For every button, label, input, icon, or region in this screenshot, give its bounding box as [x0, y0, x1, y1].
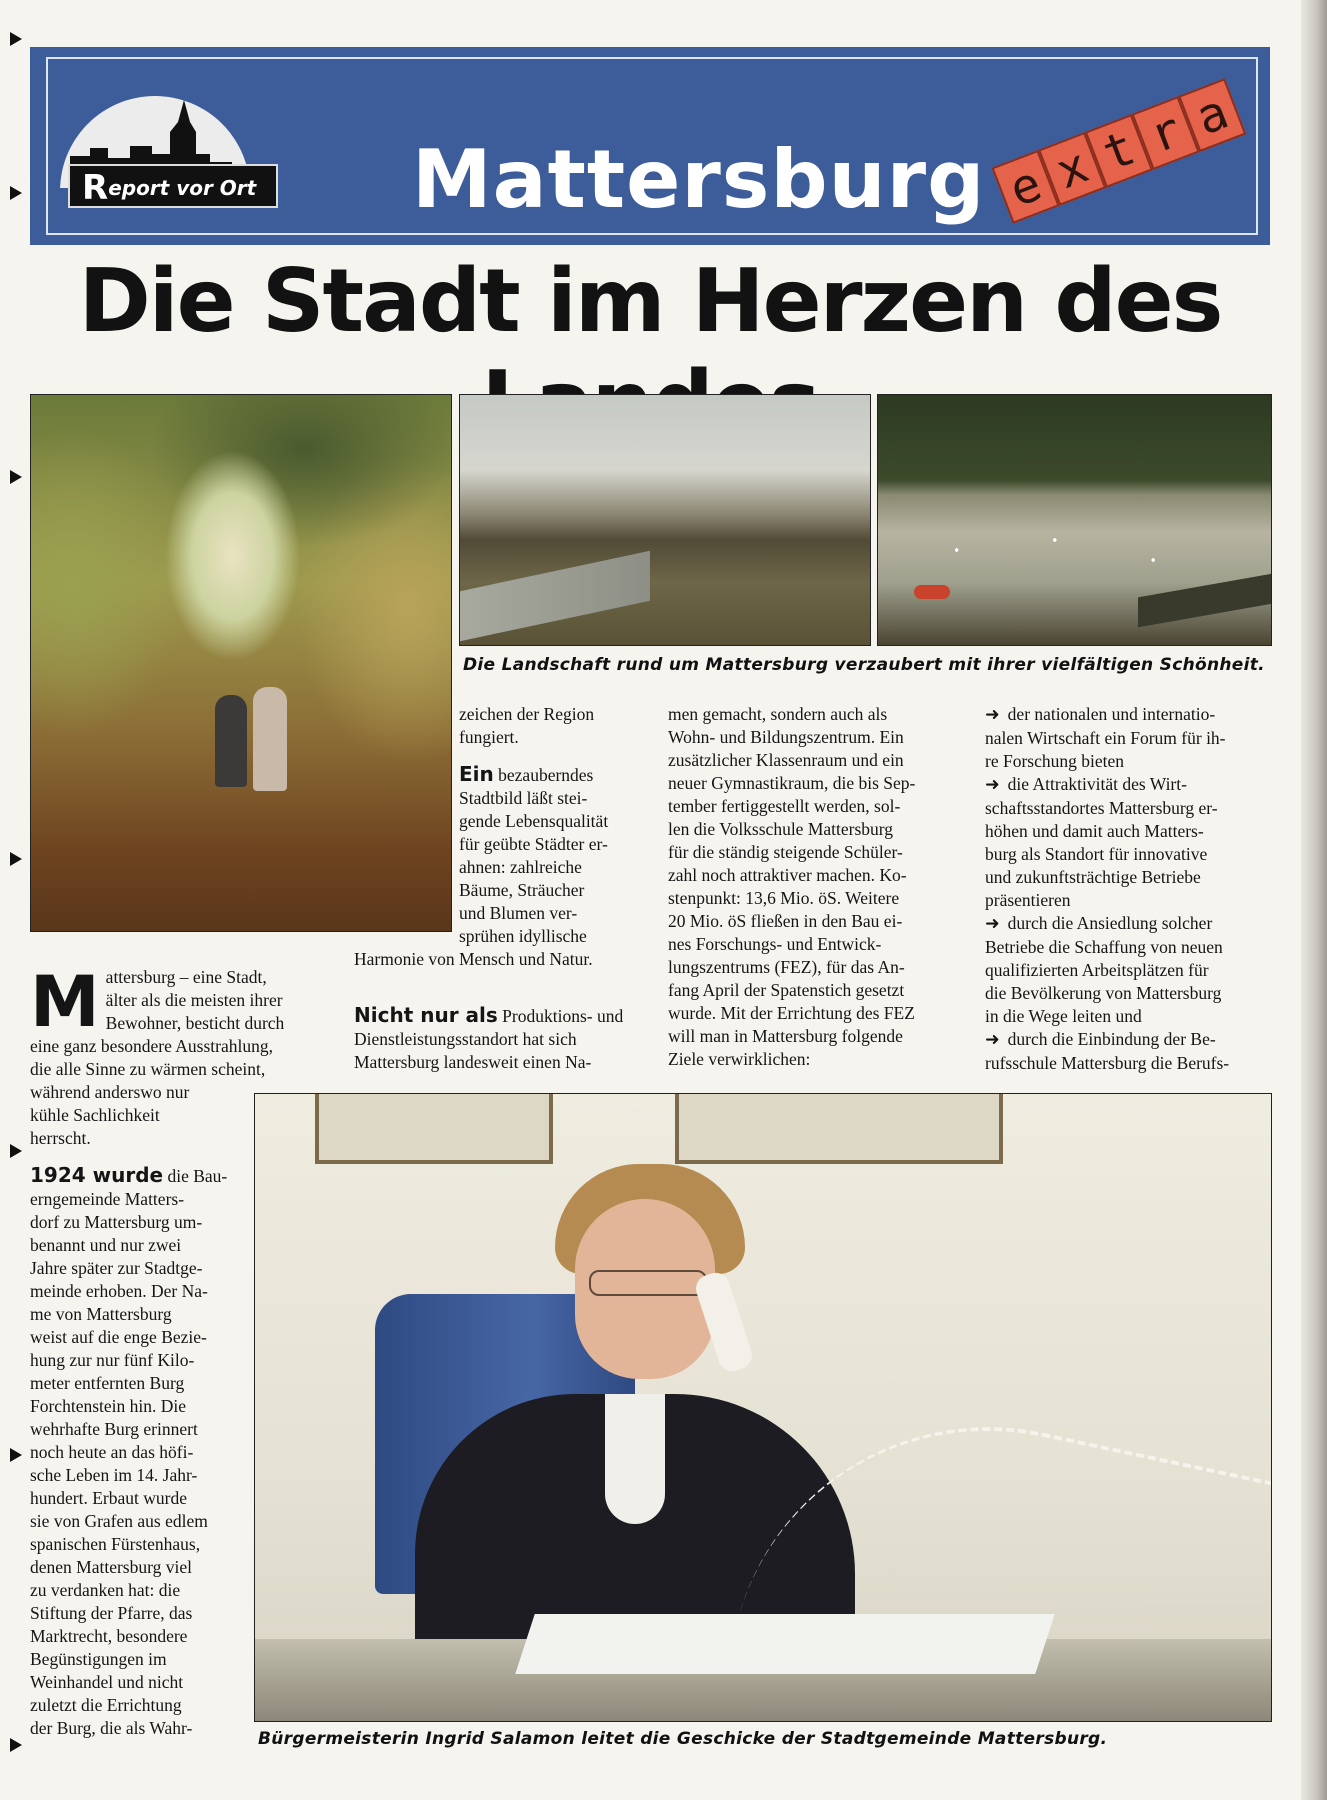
walker-figure	[215, 695, 247, 787]
headline: Die Stadt im Herzen des	[78, 250, 1222, 352]
jetty-shape	[1138, 573, 1272, 628]
boat-shape	[914, 585, 950, 599]
text-line: qualifizierten Arbeitsplätzen für	[985, 960, 1209, 980]
wall-picture-frame	[675, 1094, 1003, 1164]
text-span: durch die Einbindung der Be-	[1007, 1029, 1216, 1049]
article-column-2	[354, 703, 659, 971]
forest-path-photo	[30, 394, 452, 932]
text-line: die Bevölkerung von Mattersburg	[985, 983, 1222, 1003]
text-line: wurde. Mit der Errichtung des FEZ	[668, 1003, 915, 1023]
margin-mark	[10, 1448, 22, 1462]
text-line: Betriebe die Schaffung von neuen	[985, 937, 1223, 957]
text-line: älter als die meisten ihrer	[105, 990, 283, 1010]
walker-figure	[253, 687, 287, 791]
margin-mark	[10, 852, 22, 866]
extra-letter: e	[991, 150, 1059, 224]
logo-label-text: eport vor Ort	[108, 176, 257, 200]
text-line: re Forschung bieten	[985, 751, 1124, 771]
text-line: der Burg, die als Wahr-	[30, 1718, 193, 1738]
bullet-item	[985, 703, 1270, 727]
extra-letter: x	[1038, 132, 1106, 206]
paragraph-standort	[354, 1004, 659, 1028]
text-line: in die Wege leiten und	[985, 1006, 1142, 1026]
text-line: men gemacht, sondern auch als	[668, 704, 888, 724]
lead-in: 1924 wurde	[30, 1163, 164, 1187]
bathing-lake-photo	[877, 394, 1272, 646]
text-line: burg als Standort für innovative	[985, 844, 1208, 864]
text-line: Forchtenstein hin. Die	[30, 1396, 187, 1416]
text-line: will man in Mattersburg folgende	[668, 1026, 903, 1046]
arrow-bullet-icon: ➜	[985, 775, 1000, 795]
bullet-item	[985, 773, 1270, 797]
text-line: während anderswo nur	[30, 1082, 190, 1102]
text-line: wehrhafte Burg erinnert	[30, 1419, 198, 1439]
lead-in: Ein	[459, 762, 494, 786]
photo-caption-landscape: Die Landschaft rund um Mattersburg verzaubert mit ihrer vielfältigen Schönheit.	[463, 655, 1265, 675]
paragraph-stadtbild-lines	[354, 787, 659, 971]
text-line: weist auf die enge Bezie-	[30, 1327, 207, 1347]
photo-caption-mayor: Bürgermeisterin Ingrid Salamon leitet die Geschicke der Stadtgemeinde Mattersburg.	[258, 1729, 1108, 1749]
text-line: für geübte Städter er-	[459, 834, 608, 854]
text-line: Begünstigungen im	[30, 1649, 167, 1669]
text-line: präsentieren	[985, 890, 1071, 910]
drop-cap: M	[30, 961, 100, 1043]
article-column-4	[985, 703, 1270, 1075]
river-landscape-photo	[459, 394, 871, 646]
text-line: Jahre später zur Stadtge-	[30, 1258, 203, 1278]
text-line: 20 Mio. öS fließen in den Bau ei-	[668, 911, 903, 931]
text-line: Bäume, Sträucher	[459, 880, 585, 900]
text-line: benannt und nur zwei	[30, 1235, 182, 1255]
text-span: die Attraktivität des Wirt-	[1007, 774, 1187, 794]
text-span: bezauberndes	[498, 765, 594, 785]
extra-letter: t	[1085, 114, 1153, 188]
text-line: Weinhandel und nicht	[30, 1672, 184, 1692]
text-line: hundert. Erbaut wurde	[30, 1488, 187, 1508]
mayor-at-desk-photo	[254, 1093, 1272, 1722]
text-line: zuletzt die Errichtung	[30, 1695, 182, 1715]
text-line: und zukunftsträchtige Betriebe	[985, 867, 1201, 887]
text-line: fungiert.	[459, 727, 519, 747]
margin-mark	[10, 1144, 22, 1158]
text-line: noch heute an das höfi-	[30, 1442, 194, 1462]
margin-mark	[10, 470, 22, 484]
article-column-3	[668, 703, 952, 1071]
text-line: Wohn- und Bildungszentrum. Ein	[668, 727, 904, 747]
text-line: schaftsstandortes Mattersburg er-	[985, 798, 1218, 818]
text-line: eine ganz besondere Ausstrahlung,	[30, 1036, 273, 1056]
text-line: fang April der Spatenstich gesetzt	[668, 980, 905, 1000]
text-line: gende Lebensqualität	[459, 811, 609, 831]
arrow-bullet-icon: ➜	[985, 1030, 1000, 1050]
text-span: der nationalen und internatio-	[1007, 704, 1216, 724]
margin-mark	[10, 1738, 22, 1752]
desk-papers	[515, 1614, 1054, 1674]
text-line	[30, 1104, 240, 1127]
arrow-bullet-icon: ➜	[985, 914, 1000, 934]
text-line: zahl noch attraktiver machen. Ko-	[668, 865, 907, 885]
text-line: ahnen: zahlreiche	[459, 857, 582, 877]
report-vor-ort-logo	[38, 96, 274, 216]
text-line: Dienstleistungsstandort hat sich	[354, 1029, 577, 1049]
text-line: sche Leben im 14. Jahr-	[30, 1465, 198, 1485]
glasses-icon	[589, 1270, 707, 1296]
text-line: sie von Grafen aus edlem	[30, 1511, 208, 1531]
text-line: Stadtbild läßt stei-	[459, 788, 588, 808]
text-line: Bewohner, besticht durch	[105, 1013, 285, 1033]
masthead-title: Mattersburg	[412, 133, 986, 226]
text-span: die Bau-	[167, 1166, 228, 1186]
text-line: Stiftung der Pfarre, das	[30, 1603, 193, 1623]
text-line: nes Forschungs- und Entwick-	[668, 934, 882, 954]
text-line: die alle Sinne zu wärmen scheint,	[30, 1059, 266, 1079]
text-line: Marktrecht, besondere	[30, 1626, 188, 1646]
text-line: stenpunkt: 13,6 Mio. öS. Weitere	[668, 888, 900, 908]
article-column-1b	[30, 1104, 240, 1740]
person-blouse	[605, 1394, 665, 1524]
text-line: meter entfernten Burg	[30, 1373, 185, 1393]
text-line: tember fertiggestellt werden, sol-	[668, 796, 901, 816]
paragraph-1924-lines	[30, 1188, 240, 1740]
article-column-1	[30, 961, 320, 1104]
wall-picture-frame	[315, 1094, 553, 1164]
text-line: lungszentrums (FEZ), für das An-	[668, 957, 905, 977]
text-line: zeichen der Region	[459, 704, 595, 724]
river-water	[460, 551, 650, 641]
text-line: und Blumen ver-	[459, 903, 578, 923]
text-line: für die ständig steigende Schüler-	[668, 842, 903, 862]
paragraph-1924	[30, 1164, 240, 1188]
text-line: neuer Gymnastikraum, die bis Sep-	[668, 773, 916, 793]
text-line: denen Mattersburg viel	[30, 1557, 192, 1577]
margin-mark	[10, 186, 22, 200]
page-edge-shadow	[1301, 0, 1327, 1800]
text-line: erngemeinde Matters-	[30, 1189, 185, 1209]
text-line: sprühen idyllische	[459, 926, 587, 946]
paragraph-stadtbild	[459, 763, 659, 787]
extra-letter: r	[1131, 96, 1199, 170]
text-line: meinde erhoben. Der Na-	[30, 1281, 208, 1301]
text-line: höhen und damit auch Matters-	[985, 821, 1204, 841]
text-line: rufsschule Mattersburg die Berufs-	[985, 1053, 1230, 1073]
text-line: nalen Wirtschaft ein Forum für ih-	[985, 728, 1226, 748]
text-line: me von Mattersburg	[30, 1304, 172, 1324]
text-line: herrscht.	[30, 1128, 91, 1148]
text-span: durch die Ansiedlung solcher	[1007, 913, 1213, 933]
arrow-bullet-icon: ➜	[985, 705, 1000, 725]
text-line: attersburg – eine Stadt,	[105, 967, 267, 987]
logo-label	[68, 164, 278, 208]
bullet-item	[985, 912, 1270, 936]
logo-initial: R	[82, 168, 109, 208]
text-line: Mattersburg landesweit einen Na-	[354, 1052, 592, 1072]
text-line: Ziele verwirklichen:	[668, 1049, 811, 1069]
text-span: kühle Sachlichkeit	[30, 1105, 160, 1125]
text-line: zu verdanken hat: die	[30, 1580, 181, 1600]
article-column-2b	[354, 1004, 659, 1074]
margin-mark	[10, 32, 22, 46]
text-line: Harmonie von Mensch und Natur.	[354, 949, 593, 969]
bullet-item	[985, 1028, 1270, 1052]
text-line: spanischen Fürstenhaus,	[30, 1534, 201, 1554]
text-line: dorf zu Mattersburg um-	[30, 1212, 203, 1232]
lead-in: Nicht nur als	[354, 1003, 498, 1027]
text-line: zusätzlicher Klassenraum und ein	[668, 750, 904, 770]
text-line: len die Volksschule Mattersburg	[668, 819, 894, 839]
text-line: hung zur nur fünf Kilo-	[30, 1350, 195, 1370]
text-span: Produktions- und	[502, 1006, 624, 1026]
extra-letter: a	[1178, 78, 1246, 152]
